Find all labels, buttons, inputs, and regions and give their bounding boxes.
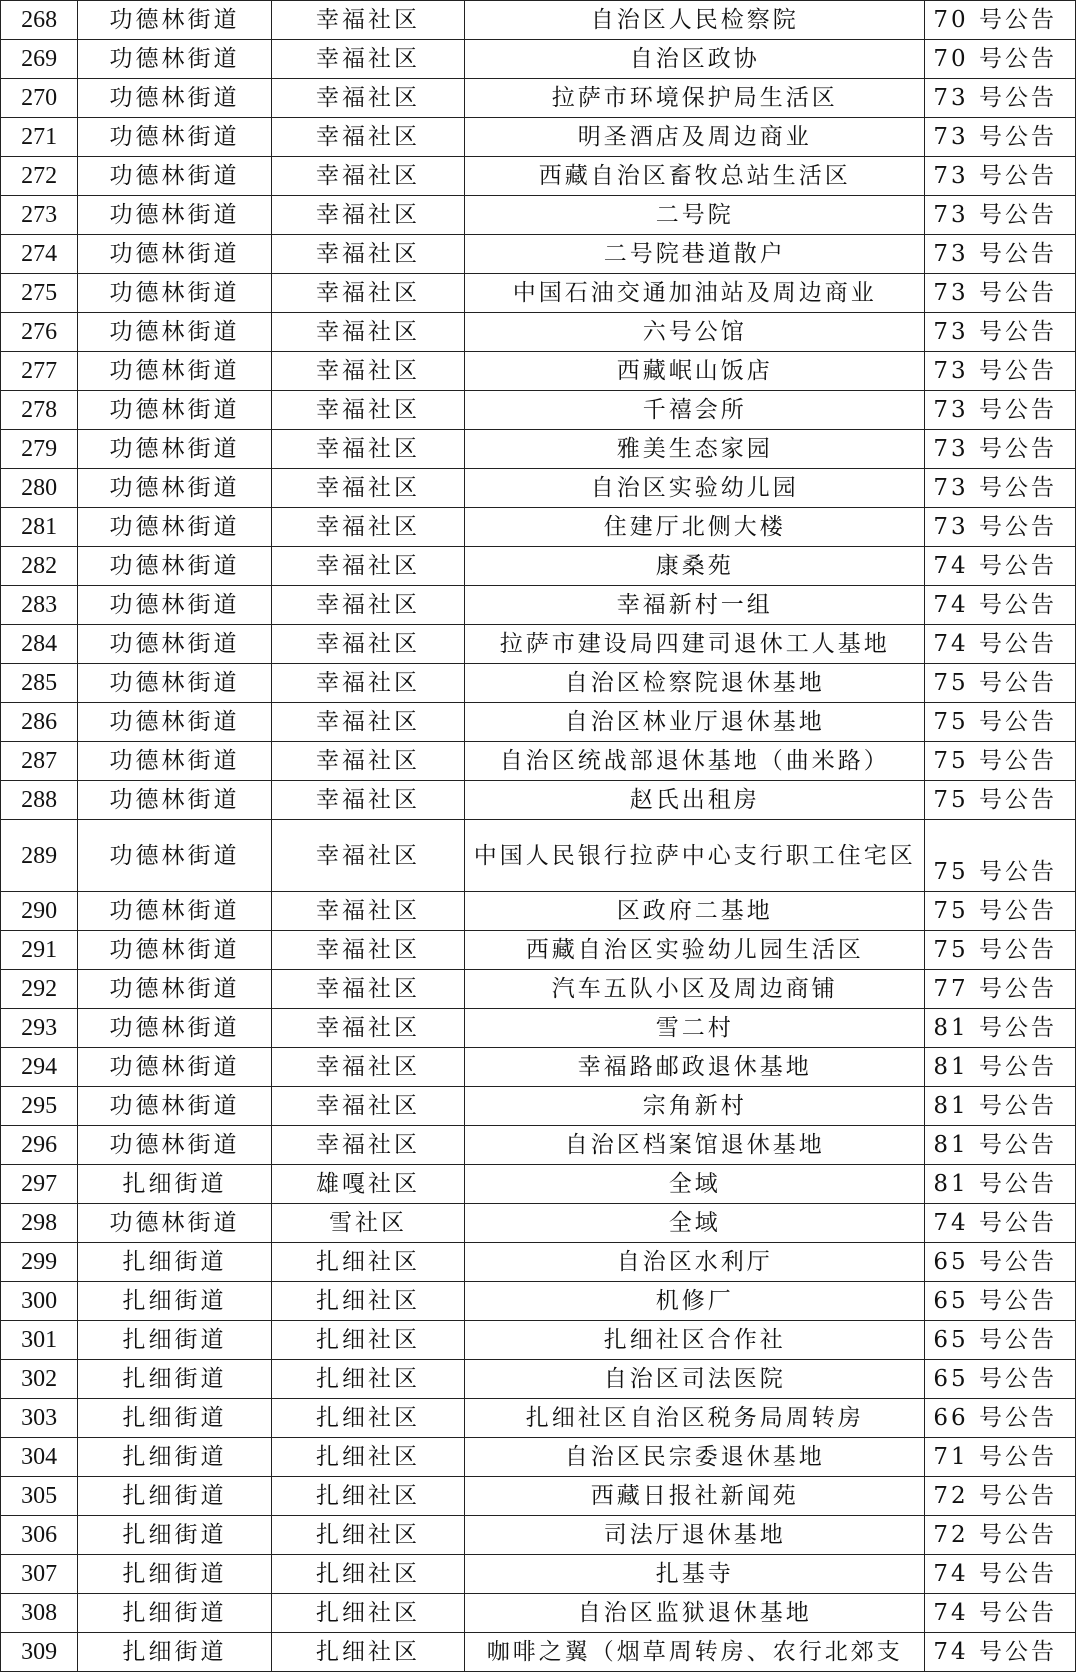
street-cell: 扎细街道 bbox=[78, 1438, 272, 1477]
place-cell: 自治区监狱退休基地 bbox=[465, 1594, 925, 1633]
street-cell: 扎细街道 bbox=[78, 1477, 272, 1516]
community-cell: 幸福社区 bbox=[271, 970, 465, 1009]
table-row bbox=[1, 313, 1076, 352]
row-number-cell: 274 bbox=[1, 235, 78, 274]
row-number-cell: 305 bbox=[1, 1477, 78, 1516]
table-row bbox=[1, 40, 1076, 79]
place-cell: 机修厂 bbox=[465, 1282, 925, 1321]
notice-cell: 73 号公告 bbox=[925, 274, 1076, 313]
street-cell: 功德林街道 bbox=[78, 970, 272, 1009]
notice-cell: 81 号公告 bbox=[925, 1048, 1076, 1087]
table-row bbox=[1, 1165, 1076, 1204]
community-cell: 幸福社区 bbox=[271, 274, 465, 313]
table-row bbox=[1, 781, 1076, 820]
place-cell: 明圣酒店及周边商业 bbox=[465, 118, 925, 157]
notice-cell: 81 号公告 bbox=[925, 1087, 1076, 1126]
community-cell: 幸福社区 bbox=[271, 625, 465, 664]
row-number-cell: 292 bbox=[1, 970, 78, 1009]
row-number-cell: 293 bbox=[1, 1009, 78, 1048]
street-cell: 扎细街道 bbox=[78, 1360, 272, 1399]
notice-cell: 73 号公告 bbox=[925, 235, 1076, 274]
row-number-cell: 303 bbox=[1, 1399, 78, 1438]
street-cell: 扎细街道 bbox=[78, 1516, 272, 1555]
row-number-cell: 298 bbox=[1, 1204, 78, 1243]
street-cell: 功德林街道 bbox=[78, 1009, 272, 1048]
place-cell: 西藏日报社新闻苑 bbox=[465, 1477, 925, 1516]
place-cell: 中国石油交通加油站及周边商业 bbox=[465, 274, 925, 313]
street-cell: 功德林街道 bbox=[78, 508, 272, 547]
place-cell: 幸福新村一组 bbox=[465, 586, 925, 625]
notice-cell: 75 号公告 bbox=[925, 781, 1076, 820]
row-number-cell: 268 bbox=[1, 1, 78, 40]
notice-cell: 75 号公告 bbox=[925, 931, 1076, 970]
notice-cell: 73 号公告 bbox=[925, 313, 1076, 352]
community-cell: 扎细社区 bbox=[271, 1243, 465, 1282]
row-number-cell: 270 bbox=[1, 79, 78, 118]
place-cell: 自治区林业厅退休基地 bbox=[465, 703, 925, 742]
community-cell: 幸福社区 bbox=[271, 586, 465, 625]
table-row bbox=[1, 1516, 1076, 1555]
notice-cell: 81 号公告 bbox=[925, 1165, 1076, 1204]
row-number-cell: 294 bbox=[1, 1048, 78, 1087]
street-cell: 功德林街道 bbox=[78, 79, 272, 118]
row-number-cell: 269 bbox=[1, 40, 78, 79]
community-cell: 幸福社区 bbox=[271, 430, 465, 469]
community-cell: 幸福社区 bbox=[271, 664, 465, 703]
street-cell: 功德林街道 bbox=[78, 1126, 272, 1165]
notice-cell: 66 号公告 bbox=[925, 1399, 1076, 1438]
community-cell: 幸福社区 bbox=[271, 235, 465, 274]
street-cell: 功德林街道 bbox=[78, 235, 272, 274]
row-number-cell: 295 bbox=[1, 1087, 78, 1126]
table-row bbox=[1, 508, 1076, 547]
community-cell: 幸福社区 bbox=[271, 931, 465, 970]
street-cell: 扎细街道 bbox=[78, 1165, 272, 1204]
row-number-cell: 277 bbox=[1, 352, 78, 391]
row-number-cell: 304 bbox=[1, 1438, 78, 1477]
table-row bbox=[1, 892, 1076, 931]
table-row bbox=[1, 157, 1076, 196]
table-row bbox=[1, 931, 1076, 970]
street-cell: 扎细街道 bbox=[78, 1633, 272, 1672]
notice-cell: 72 号公告 bbox=[925, 1516, 1076, 1555]
table-row bbox=[1, 742, 1076, 781]
table-row bbox=[1, 1204, 1076, 1243]
notice-cell: 74 号公告 bbox=[925, 547, 1076, 586]
table-row bbox=[1, 1048, 1076, 1087]
community-cell: 幸福社区 bbox=[271, 352, 465, 391]
notice-cell: 72 号公告 bbox=[925, 1477, 1076, 1516]
street-cell: 功德林街道 bbox=[78, 40, 272, 79]
community-cell: 雄嘎社区 bbox=[271, 1165, 465, 1204]
place-cell: 扎细社区合作社 bbox=[465, 1321, 925, 1360]
row-number-cell: 283 bbox=[1, 586, 78, 625]
community-cell: 幸福社区 bbox=[271, 892, 465, 931]
notice-cell: 65 号公告 bbox=[925, 1360, 1076, 1399]
notice-cell: 74 号公告 bbox=[925, 1594, 1076, 1633]
community-cell: 扎细社区 bbox=[271, 1282, 465, 1321]
table-row bbox=[1, 1087, 1076, 1126]
community-cell: 扎细社区 bbox=[271, 1360, 465, 1399]
table-row bbox=[1, 547, 1076, 586]
street-cell: 功德林街道 bbox=[78, 274, 272, 313]
notice-cell: 65 号公告 bbox=[925, 1243, 1076, 1282]
table-row bbox=[1, 118, 1076, 157]
table-row bbox=[1, 352, 1076, 391]
community-cell: 幸福社区 bbox=[271, 1, 465, 40]
place-cell: 六号公馆 bbox=[465, 313, 925, 352]
row-number-cell: 271 bbox=[1, 118, 78, 157]
notice-cell: 73 号公告 bbox=[925, 508, 1076, 547]
table-row bbox=[1, 391, 1076, 430]
place-cell: 自治区民宗委退休基地 bbox=[465, 1438, 925, 1477]
community-cell: 幸福社区 bbox=[271, 1009, 465, 1048]
place-cell: 西藏岷山饭店 bbox=[465, 352, 925, 391]
notice-cell: 81 号公告 bbox=[925, 1009, 1076, 1048]
place-cell: 扎基寺 bbox=[465, 1555, 925, 1594]
row-number-cell: 280 bbox=[1, 469, 78, 508]
community-cell: 幸福社区 bbox=[271, 1087, 465, 1126]
row-number-cell: 273 bbox=[1, 196, 78, 235]
notice-cell: 75 号公告 bbox=[925, 820, 1076, 892]
table-row bbox=[1, 703, 1076, 742]
notice-cell: 75 号公告 bbox=[925, 664, 1076, 703]
notice-cell: 65 号公告 bbox=[925, 1321, 1076, 1360]
place-cell: 西藏自治区畜牧总站生活区 bbox=[465, 157, 925, 196]
street-cell: 功德林街道 bbox=[78, 820, 272, 892]
street-cell: 功德林街道 bbox=[78, 196, 272, 235]
place-cell: 西藏自治区实验幼儿园生活区 bbox=[465, 931, 925, 970]
community-cell: 幸福社区 bbox=[271, 40, 465, 79]
street-cell: 功德林街道 bbox=[78, 892, 272, 931]
table-row bbox=[1, 1009, 1076, 1048]
notice-cell: 70 号公告 bbox=[925, 1, 1076, 40]
street-cell: 扎细街道 bbox=[78, 1555, 272, 1594]
table-row bbox=[1, 1321, 1076, 1360]
street-cell: 功德林街道 bbox=[78, 313, 272, 352]
row-number-cell: 285 bbox=[1, 664, 78, 703]
community-cell: 幸福社区 bbox=[271, 391, 465, 430]
notice-cell: 73 号公告 bbox=[925, 157, 1076, 196]
table-row bbox=[1, 1555, 1076, 1594]
community-cell: 扎细社区 bbox=[271, 1438, 465, 1477]
street-cell: 功德林街道 bbox=[78, 664, 272, 703]
street-cell: 功德林街道 bbox=[78, 352, 272, 391]
street-cell: 功德林街道 bbox=[78, 157, 272, 196]
street-cell: 功德林街道 bbox=[78, 430, 272, 469]
community-cell: 扎细社区 bbox=[271, 1594, 465, 1633]
table-row bbox=[1, 1594, 1076, 1633]
notice-cell: 74 号公告 bbox=[925, 1633, 1076, 1672]
place-cell: 千禧会所 bbox=[465, 391, 925, 430]
notice-cell: 77 号公告 bbox=[925, 970, 1076, 1009]
place-cell: 汽车五队小区及周边商铺 bbox=[465, 970, 925, 1009]
community-cell: 幸福社区 bbox=[271, 157, 465, 196]
table-row bbox=[1, 1126, 1076, 1165]
notice-cell: 75 号公告 bbox=[925, 742, 1076, 781]
notice-cell: 73 号公告 bbox=[925, 469, 1076, 508]
community-cell: 幸福社区 bbox=[271, 1048, 465, 1087]
place-cell: 拉萨市建设局四建司退休工人基地 bbox=[465, 625, 925, 664]
table-row bbox=[1, 820, 1076, 892]
table-row bbox=[1, 1360, 1076, 1399]
street-cell: 功德林街道 bbox=[78, 703, 272, 742]
row-number-cell: 299 bbox=[1, 1243, 78, 1282]
place-cell: 区政府二基地 bbox=[465, 892, 925, 931]
table-row bbox=[1, 664, 1076, 703]
community-cell: 幸福社区 bbox=[271, 508, 465, 547]
community-cell: 扎细社区 bbox=[271, 1555, 465, 1594]
table-row bbox=[1, 1243, 1076, 1282]
table-row bbox=[1, 430, 1076, 469]
row-number-cell: 287 bbox=[1, 742, 78, 781]
notice-cell: 75 号公告 bbox=[925, 703, 1076, 742]
street-cell: 扎细街道 bbox=[78, 1282, 272, 1321]
notice-cell: 74 号公告 bbox=[925, 586, 1076, 625]
place-cell: 雅美生态家园 bbox=[465, 430, 925, 469]
place-cell: 二号院巷道散户 bbox=[465, 235, 925, 274]
table-row bbox=[1, 235, 1076, 274]
community-cell: 扎细社区 bbox=[271, 1399, 465, 1438]
community-cell: 扎细社区 bbox=[271, 1516, 465, 1555]
place-cell: 赵氏出租房 bbox=[465, 781, 925, 820]
place-cell: 扎细社区自治区税务局周转房 bbox=[465, 1399, 925, 1438]
street-cell: 功德林街道 bbox=[78, 391, 272, 430]
place-cell: 二号院 bbox=[465, 196, 925, 235]
row-number-cell: 300 bbox=[1, 1282, 78, 1321]
street-cell: 功德林街道 bbox=[78, 1204, 272, 1243]
place-cell: 幸福路邮政退休基地 bbox=[465, 1048, 925, 1087]
place-cell: 自治区实验幼儿园 bbox=[465, 469, 925, 508]
table-row bbox=[1, 586, 1076, 625]
row-number-cell: 297 bbox=[1, 1165, 78, 1204]
street-cell: 功德林街道 bbox=[78, 469, 272, 508]
notice-cell: 73 号公告 bbox=[925, 391, 1076, 430]
row-number-cell: 284 bbox=[1, 625, 78, 664]
street-cell: 功德林街道 bbox=[78, 1087, 272, 1126]
table-body bbox=[1, 1, 1076, 1672]
place-cell: 住建厅北侧大楼 bbox=[465, 508, 925, 547]
place-cell: 自治区人民检察院 bbox=[465, 1, 925, 40]
street-cell: 扎细街道 bbox=[78, 1399, 272, 1438]
notice-cell: 73 号公告 bbox=[925, 79, 1076, 118]
place-cell: 自治区政协 bbox=[465, 40, 925, 79]
street-cell: 扎细街道 bbox=[78, 1321, 272, 1360]
row-number-cell: 291 bbox=[1, 931, 78, 970]
street-cell: 扎细街道 bbox=[78, 1594, 272, 1633]
place-cell: 全域 bbox=[465, 1204, 925, 1243]
table-row bbox=[1, 79, 1076, 118]
notice-cell: 70 号公告 bbox=[925, 40, 1076, 79]
notice-cell: 75 号公告 bbox=[925, 892, 1076, 931]
row-number-cell: 301 bbox=[1, 1321, 78, 1360]
community-cell: 幸福社区 bbox=[271, 1126, 465, 1165]
table-row bbox=[1, 970, 1076, 1009]
notice-cell: 81 号公告 bbox=[925, 1126, 1076, 1165]
street-cell: 功德林街道 bbox=[78, 1, 272, 40]
table-row bbox=[1, 1, 1076, 40]
notice-cell: 74 号公告 bbox=[925, 625, 1076, 664]
row-number-cell: 308 bbox=[1, 1594, 78, 1633]
row-number-cell: 309 bbox=[1, 1633, 78, 1672]
row-number-cell: 290 bbox=[1, 892, 78, 931]
community-cell: 幸福社区 bbox=[271, 781, 465, 820]
place-cell: 中国人民银行拉萨中心支行职工住宅区 bbox=[465, 820, 925, 892]
row-number-cell: 281 bbox=[1, 508, 78, 547]
table-row bbox=[1, 196, 1076, 235]
place-cell: 咖啡之翼（烟草周转房、农行北郊支 bbox=[465, 1633, 925, 1672]
place-cell: 自治区统战部退休基地（曲米路） bbox=[465, 742, 925, 781]
community-cell: 幸福社区 bbox=[271, 703, 465, 742]
place-cell: 自治区档案馆退休基地 bbox=[465, 1126, 925, 1165]
table-row bbox=[1, 274, 1076, 313]
row-number-cell: 289 bbox=[1, 820, 78, 892]
row-number-cell: 279 bbox=[1, 430, 78, 469]
place-cell: 拉萨市环境保护局生活区 bbox=[465, 79, 925, 118]
place-cell: 康桑苑 bbox=[465, 547, 925, 586]
community-cell: 扎细社区 bbox=[271, 1633, 465, 1672]
table-row bbox=[1, 1633, 1076, 1672]
place-cell: 宗角新村 bbox=[465, 1087, 925, 1126]
street-cell: 功德林街道 bbox=[78, 781, 272, 820]
street-cell: 功德林街道 bbox=[78, 931, 272, 970]
community-cell: 幸福社区 bbox=[271, 313, 465, 352]
community-cell: 幸福社区 bbox=[271, 820, 465, 892]
row-number-cell: 275 bbox=[1, 274, 78, 313]
community-cell: 幸福社区 bbox=[271, 469, 465, 508]
row-number-cell: 307 bbox=[1, 1555, 78, 1594]
community-cell: 幸福社区 bbox=[271, 79, 465, 118]
notice-cell: 74 号公告 bbox=[925, 1555, 1076, 1594]
table-row bbox=[1, 1282, 1076, 1321]
row-number-cell: 272 bbox=[1, 157, 78, 196]
street-cell: 功德林街道 bbox=[78, 118, 272, 157]
notice-cell: 73 号公告 bbox=[925, 352, 1076, 391]
table-row bbox=[1, 469, 1076, 508]
row-number-cell: 276 bbox=[1, 313, 78, 352]
notice-cell: 65 号公告 bbox=[925, 1282, 1076, 1321]
notice-cell: 71 号公告 bbox=[925, 1438, 1076, 1477]
row-number-cell: 286 bbox=[1, 703, 78, 742]
row-number-cell: 282 bbox=[1, 547, 78, 586]
place-cell: 自治区水利厅 bbox=[465, 1243, 925, 1282]
place-cell: 司法厅退休基地 bbox=[465, 1516, 925, 1555]
row-number-cell: 278 bbox=[1, 391, 78, 430]
place-cell: 全域 bbox=[465, 1165, 925, 1204]
community-cell: 幸福社区 bbox=[271, 118, 465, 157]
row-number-cell: 288 bbox=[1, 781, 78, 820]
street-cell: 功德林街道 bbox=[78, 547, 272, 586]
community-cell: 扎细社区 bbox=[271, 1321, 465, 1360]
table-row bbox=[1, 1477, 1076, 1516]
notice-cell: 73 号公告 bbox=[925, 430, 1076, 469]
notice-cell: 74 号公告 bbox=[925, 1204, 1076, 1243]
row-number-cell: 302 bbox=[1, 1360, 78, 1399]
place-cell: 自治区检察院退休基地 bbox=[465, 664, 925, 703]
community-cell: 幸福社区 bbox=[271, 742, 465, 781]
place-cell: 自治区司法医院 bbox=[465, 1360, 925, 1399]
community-cell: 雪社区 bbox=[271, 1204, 465, 1243]
street-cell: 功德林街道 bbox=[78, 625, 272, 664]
street-cell: 功德林街道 bbox=[78, 1048, 272, 1087]
table-row bbox=[1, 1438, 1076, 1477]
community-cell: 幸福社区 bbox=[271, 196, 465, 235]
notice-cell: 73 号公告 bbox=[925, 196, 1076, 235]
row-number-cell: 306 bbox=[1, 1516, 78, 1555]
notice-cell: 73 号公告 bbox=[925, 118, 1076, 157]
community-cell: 幸福社区 bbox=[271, 547, 465, 586]
street-cell: 扎细街道 bbox=[78, 1243, 272, 1282]
street-cell: 功德林街道 bbox=[78, 742, 272, 781]
place-cell: 雪二村 bbox=[465, 1009, 925, 1048]
row-number-cell: 296 bbox=[1, 1126, 78, 1165]
table-row bbox=[1, 625, 1076, 664]
table-row bbox=[1, 1399, 1076, 1438]
community-cell: 扎细社区 bbox=[271, 1477, 465, 1516]
street-cell: 功德林街道 bbox=[78, 586, 272, 625]
